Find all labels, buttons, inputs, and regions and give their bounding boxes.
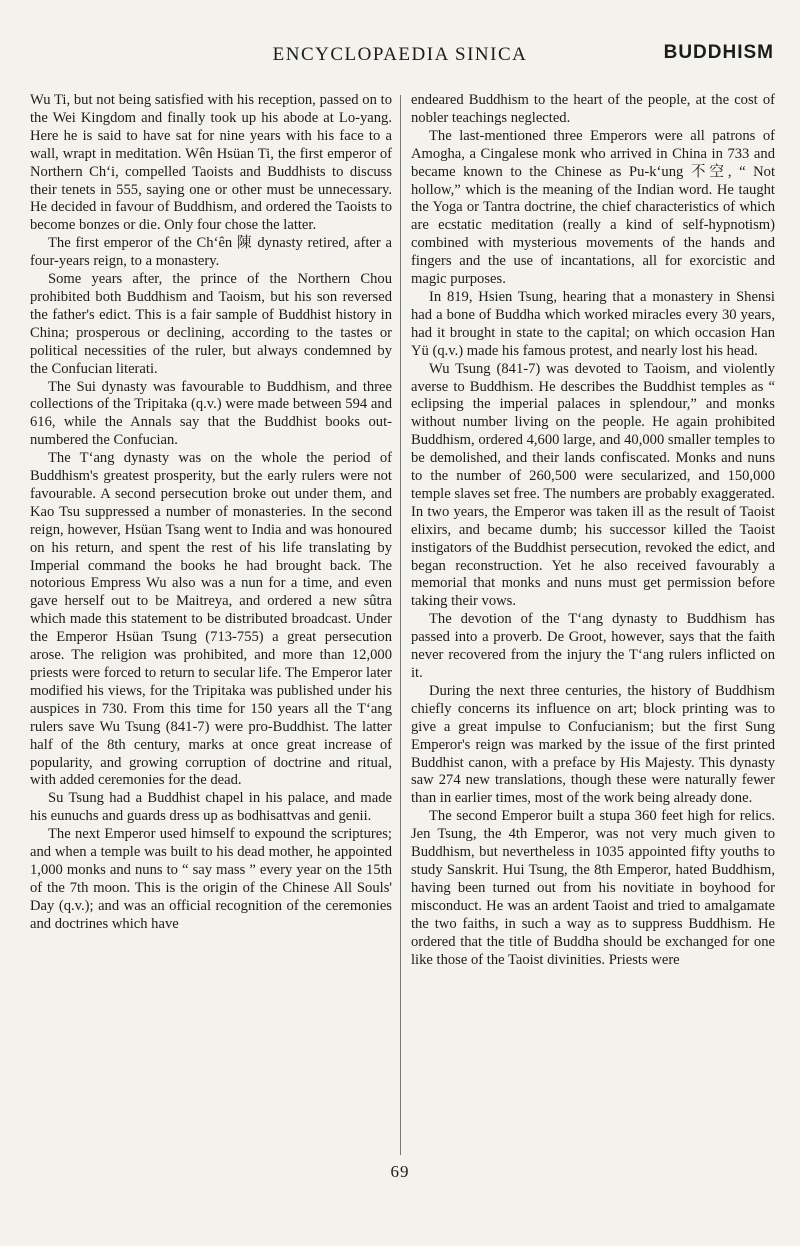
section-heading: BUDDHISM [663,42,774,63]
paragraph: Su Tsung had a Buddhist chapel in his palace, and made his eunuchs and guards dress up as bodhisattvas and genii. [30,790,392,825]
page-number: 69 [390,1162,410,1181]
paragraph: The devotion of the T‘ang dynasty to Buddhism has passed into a proverb. De Groot, however, says that the faith never recovered from the injury the T‘ang rulers inflicted on it. [411,611,775,681]
right-column [411,92,775,969]
left-column [30,92,392,934]
paragraph: The Sui dynasty was favourable to Buddhism, and three collections of the Tripitaka (q.v.) were made between 594 and 616, while the Annals say that the Buddhist books out-numbered the Confucian. [30,378,392,449]
paragraph: During the next three centuries, the history of Buddhism chiefly concerns its influence on art; block printing was to give a great impulse to Confucianism; but the first Sung Emperor's reign was marked by the issue of the first printed Buddhist canon, with a preface by His Majesty. This dynasty saw 274 new translations, though these were naturally fewer than in earlier times, most of the work being already done. [411,682,775,807]
paragraph: Wu Ti, but not being satisfied with his reception, passed on to the Wei Kingdom and finally took up his abode at Lo-yang. Here he is said to have sat for nine years with his face to a wall, wrapt in meditation. Wên Hsüan Ti, the first emperor of Northern Ch‘i, compelled Taoists and Buddhists to discuss their tenets in 555, saying one or other must be unnecessary. He decided in favour of Buddhism, and ordered the Taoists to become bonzes or die. Only four chose the latter. [30,92,392,234]
paragraph: The second Emperor built a stupa 360 feet high for relics. Jen Tsung, the 4th Emperor, was not very much given to Buddhism, but nevertheless in 1035 appointed fifty youths to study Sanskrit. Hui Tsung, the 8th Emperor, hated Buddhism, having been turned out from his novitiate in boyhood for misconduct. He was an ardent Taoist and tried to amalgamate the two faiths, in such a way as to suppress Buddhism. He ordered that the title of Buddha should be exchanged for one like those of the Taoist divinities. Priests were [411,808,775,968]
paragraph: Some years after, the prince of the Northern Chou prohibited both Buddhism and Taoism, but his son reversed the father's edict. This is a fair sample of Buddhist history in China; prosperous or declining, according to the tastes or political necessities of the ruler, but always condemned by the Confucian literati. [30,271,392,377]
paragraph: The T‘ang dynasty was on the whole the period of Buddhism's greatest prosperity, but the early rulers were not favourable. A second persecution broke out under them, and Kao Tsu suppressed a number of monasteries. In the second reign, however, Hsüan Tsang went to India and was honoured on his return, and spent the rest of his life translating by Imperial command the books he had brought back. The notorious Empress Wu also was a nun for a time, and even gave herself out to be Maitreya, and ordered a new sûtra which made this statement to be distributed broadcast. Under the Emperor Hsüan Tsung (713-755) a great persecution arose. The religion was prohibited, and more than 12,000 priests were forced to return to secular life. The Emperor later modified his views, for the Tripitaka was published under his auspices in 730. From this time for 150 years all the T‘ang rulers save Wu Tsung (841-7) were pro-Buddhist. The latter half of the 8th century, marks at once great increase of popularity, and growing corruption of doctrine and ritual, with added ceremonies for the dead. [30,450,392,789]
paragraph: The first emperor of the Ch‘ên 陳 dynasty retired, after a four-years reign, to a monastery. [30,235,392,270]
paragraph: endeared Buddhism to the heart of the people, at the cost of nobler teachings neglected. [411,92,775,126]
running-header [0,38,800,78]
column-divider [400,95,401,1155]
paragraph: The last-mentioned three Emperors were all patrons of Amogha, a Cingalese monk who arrived in China in 733 and became known to the Chinese as Pu-k‘ung 不空, “ Not hollow,” which is the meaning of the Indian word. He taught the Yoga or Tantra doctrine, the chief characteristics of which are ecstatic meditation (really a kind of self-hypnotism) combined with mysterious movements of the hands and fingers and the use of incantations, all for exorcistic and magic purposes. [411,127,775,288]
paragraph: Wu Tsung (841-7) was devoted to Taoism, and violently averse to Buddhism. He describes the Buddhist temples as “ eclipsing the imperial palaces in splendour,” and monks without number living on the people. He again prohibited Buddhism, ordered 4,600 large, and 40,000 smaller temples to be demolished, and their lands confiscated. Monks and nuns to the number of 260,500 were secularized, and 150,000 temple slaves set free. The numbers are probably exaggerated. In two years, the Emperor was taken ill as the result of Taoist elixirs, and became dumb; his successor killed the Taoist instigators of the Buddhist persecution, revoked the edict, and began reconstruction. Yet he also received favourably a memorial that monks and nuns must get permission before taking their vows. [411,360,775,610]
paragraph: The next Emperor used himself to expound the scriptures; and when a temple was built to his dead mother, he appointed 1,000 monks and nuns to “ say mass ” every year on the 15th of the 7th moon. This is the origin of the Chinese All Souls' Day (q.v.); and was an official recognition of the ceremonies and doctrines which have [30,826,392,932]
running-title: ENCYCLOPAEDIA SINICA [272,44,528,65]
paragraph: In 819, Hsien Tsung, hearing that a monastery in Shensi had a bone of Buddha which worked miracles every 30 years, had it brought in state to the capital; on which occasion Han Yü (q.v.) made his famous protest, and nearly lost his head. [411,288,775,359]
